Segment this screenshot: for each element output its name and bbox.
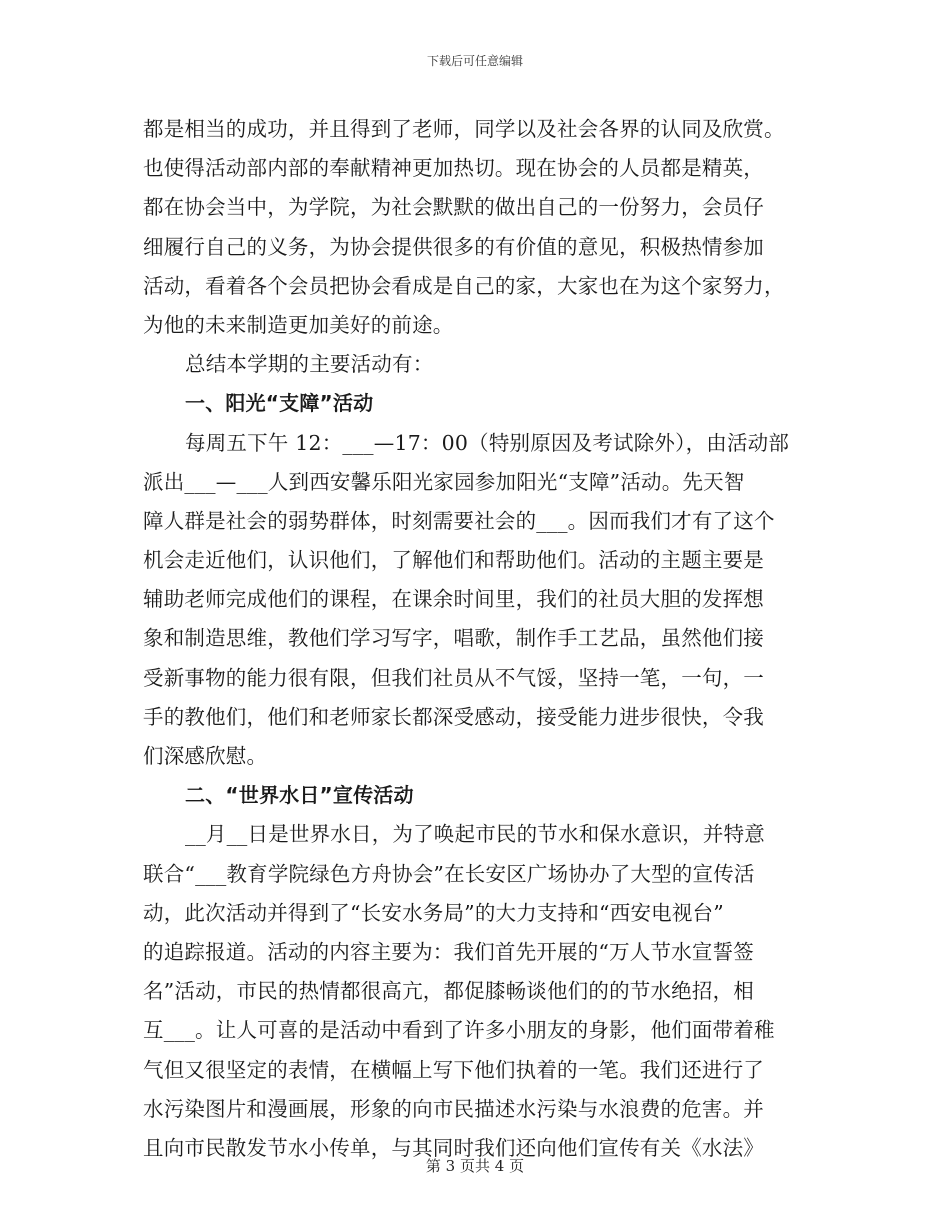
paragraph-line: 都是相当的成功，并且得到了老师，同学以及社会各界的认同及欣赏。: [143, 117, 785, 141]
paragraph-line: 气但又很坚定的表情，在横幅上写下他们执着的一笔。我们还进行了: [143, 1057, 764, 1082]
paragraph-line: 辅助老师完成他们的课程，在课余时间里，我们的社员大胆的发挥想: [143, 587, 764, 612]
paragraph-line: 名”活动，市民的热情都很高亢，都促膝畅谈他们的的节水绝招，相: [143, 979, 754, 1004]
paragraph-line: 水污染图片和漫画展，形象的向市民描述水污染与水浪费的危害。并: [143, 1096, 764, 1121]
paragraph-line: 也使得活动部内部的奉献精神更加热切。现在协会的人员都是精英，: [143, 156, 764, 181]
paragraph-line: 联合“___教育学院绿色方舟协会”在长安区广场协办了大型的宣传活: [143, 861, 755, 886]
paragraph-line: __月__日是世界水日，为了唤起市民的节水和保水意识，并特意: [185, 822, 765, 847]
paragraph-line: 都在协会当中，为学院，为社会默默的做出自己的一份努力，会员仔: [143, 195, 764, 220]
paragraph-line: 的追踪报道。活动的内容主要为：我们首先开展的“万人节水宣誓签: [143, 939, 754, 964]
paragraph-line: 手的教他们，他们和老师家长都深受感动，接受能力进步很快，令我: [143, 704, 764, 729]
paragraph-line: 每周五下午 12：___—17：00（特别原因及考试除外），由活动部: [185, 430, 790, 455]
paragraph-line: 动，此次活动并得到了“长安水务局”的大力支持和“西安电视台”: [143, 900, 724, 925]
page-header: 下载后可任意编辑: [426, 54, 523, 68]
paragraph-line: 活动，看着各个会员把协会看成是自己的家，大家也在为这个家努力，: [143, 273, 785, 298]
paragraph-line: 为他的未来制造更加美好的前途。: [143, 312, 454, 337]
paragraph-line: 机会走近他们，认识他们，了解他们和帮助他们。活动的主题主要是: [143, 548, 764, 573]
paragraph-line: 且向市民散发节水小传单，与其同时我们还向他们宣传有关《水法》: [143, 1135, 764, 1160]
paragraph-line: 障人群是社会的弱势群体，时刻需要社会的___。因而我们才有了这个: [143, 508, 775, 533]
paragraph-line: 象和制造思维，教他们学习写字，唱歌，制作手工艺品，虽然他们接: [143, 626, 764, 651]
paragraph-line: 派出___—___人到西安馨乐阳光家园参加阳光“支障”活动。先天智: [143, 469, 745, 494]
paragraph-line: 受新事物的能力很有限，但我们社员从不气馁，坚持一笔，一句，一: [143, 665, 764, 690]
section-heading: 一、阳光“支障”活动: [185, 391, 374, 416]
paragraph-line: 们深感欣慰。: [143, 744, 268, 768]
page-footer: 第 3 页共 4 页: [425, 1157, 525, 1175]
section-heading: 二、“世界水日”宣传活动: [185, 783, 414, 808]
paragraph-line: 互___。让人可喜的是活动中看到了许多小朋友的身影，他们面带着稚: [143, 1018, 775, 1043]
paragraph-line: 总结本学期的主要活动有：: [185, 352, 434, 377]
paragraph-line: 细履行自己的义务，为协会提供很多的有价值的意见，积极热情参加: [143, 234, 764, 259]
document-body: [143, 110, 811, 1168]
